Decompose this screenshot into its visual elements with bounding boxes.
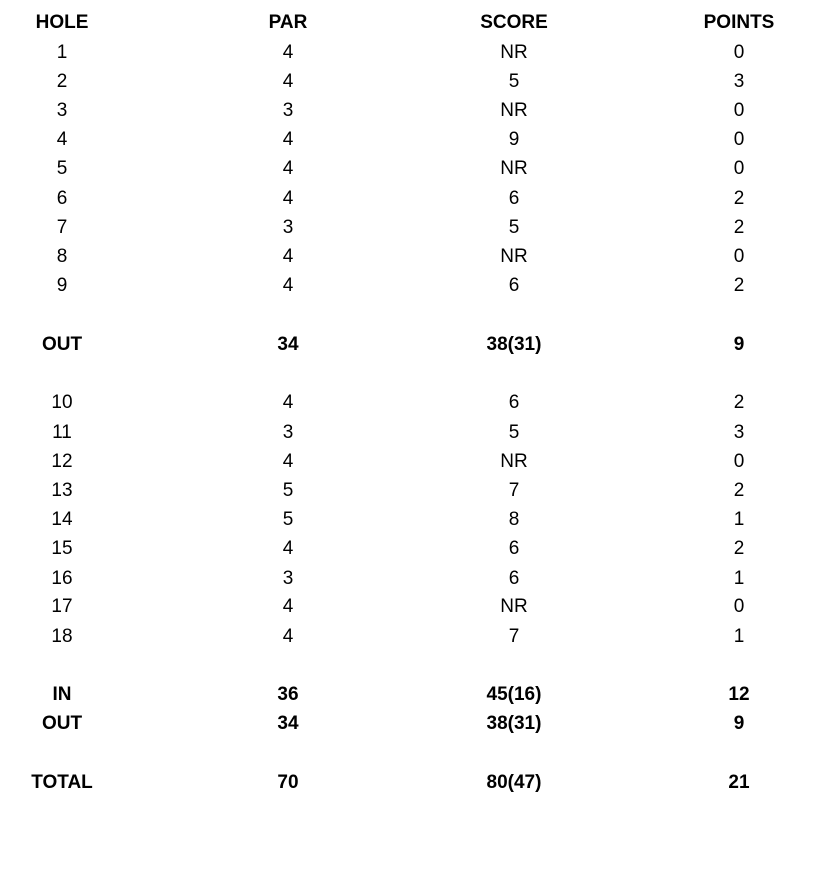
table-row: [0, 213, 816, 242]
hole-number: 2: [56, 71, 68, 92]
hole-number: 13: [51, 480, 73, 501]
score-value: 6: [508, 392, 520, 413]
points-value: 21: [728, 772, 750, 793]
par-value: 4: [282, 596, 294, 617]
score-value: 5: [508, 71, 520, 92]
points-value: 0: [733, 451, 745, 472]
par-value: 3: [282, 568, 294, 589]
in-total-row: [0, 680, 816, 709]
total-label: TOTAL: [31, 772, 93, 793]
points-value: 1: [733, 568, 745, 589]
par-value: 3: [282, 422, 294, 443]
table-row: [0, 505, 816, 534]
par-value: 70: [277, 772, 299, 793]
score-value: 38(31): [486, 334, 542, 355]
hole-number: 14: [51, 509, 73, 530]
score-value: 8: [508, 509, 520, 530]
subtotal-label: IN: [52, 684, 72, 705]
score-value: 6: [508, 188, 520, 209]
hole-number: 15: [51, 538, 73, 559]
points-value: 1: [733, 509, 745, 530]
score-value: 7: [508, 626, 520, 647]
table-row: [0, 476, 816, 505]
table-row: [0, 447, 816, 476]
hole-number: 17: [51, 596, 73, 617]
hole-number: 16: [51, 568, 73, 589]
header-par: PAR: [268, 12, 308, 33]
score-value: NR: [500, 596, 528, 617]
table-row: [0, 418, 816, 447]
score-value: 7: [508, 480, 520, 501]
par-value: 34: [277, 713, 299, 734]
score-value: 6: [508, 538, 520, 559]
table-row: [0, 564, 816, 593]
table-row: [0, 388, 816, 417]
table-row: [0, 242, 816, 271]
table-row: [0, 534, 816, 563]
out-total-repeat-row: [0, 709, 816, 738]
subtotal-label: OUT: [41, 334, 83, 355]
score-value: NR: [500, 451, 528, 472]
points-value: 3: [733, 422, 745, 443]
hole-number: 3: [56, 100, 68, 121]
grand-total-row: [0, 768, 816, 797]
points-value: 2: [733, 392, 745, 413]
table-row: [0, 96, 816, 125]
table-row: [0, 271, 816, 300]
hole-number: 18: [51, 626, 73, 647]
points-value: 12: [728, 684, 750, 705]
score-value: NR: [500, 158, 528, 179]
points-value: 0: [733, 100, 745, 121]
out-total-row: [0, 330, 816, 359]
points-value: 1: [733, 626, 745, 647]
hole-number: 1: [56, 42, 68, 63]
points-value: 0: [733, 246, 745, 267]
hole-number: 7: [56, 217, 68, 238]
par-value: 4: [282, 275, 294, 296]
points-value: 2: [733, 275, 745, 296]
header-points: POINTS: [703, 12, 775, 33]
par-value: 4: [282, 246, 294, 267]
subtotal-label: OUT: [41, 713, 83, 734]
points-value: 0: [733, 596, 745, 617]
points-value: 0: [733, 158, 745, 179]
hole-number: 10: [51, 392, 73, 413]
score-value: 5: [508, 422, 520, 443]
points-value: 3: [733, 71, 745, 92]
points-value: 0: [733, 129, 745, 150]
hole-number: 12: [51, 451, 73, 472]
par-value: 4: [282, 188, 294, 209]
par-value: 4: [282, 129, 294, 150]
hole-number: 9: [56, 275, 68, 296]
par-value: 3: [282, 100, 294, 121]
score-value: 6: [508, 568, 520, 589]
header-row: [0, 8, 816, 37]
points-value: 2: [733, 480, 745, 501]
hole-number: 4: [56, 129, 68, 150]
score-value: NR: [500, 100, 528, 121]
points-value: 9: [733, 334, 745, 355]
header-score: SCORE: [480, 12, 548, 33]
par-value: 4: [282, 71, 294, 92]
score-value: 45(16): [486, 684, 542, 705]
table-row: [0, 154, 816, 183]
table-row: [0, 622, 816, 651]
points-value: 2: [733, 217, 745, 238]
points-value: 2: [733, 538, 745, 559]
par-value: 5: [282, 480, 294, 501]
par-value: 4: [282, 626, 294, 647]
score-value: 5: [508, 217, 520, 238]
score-value: 9: [508, 129, 520, 150]
score-value: NR: [500, 42, 528, 63]
par-value: 4: [282, 451, 294, 472]
hole-number: 11: [52, 422, 72, 443]
score-value: NR: [500, 246, 528, 267]
points-value: 0: [733, 42, 745, 63]
par-value: 4: [282, 392, 294, 413]
par-value: 5: [282, 509, 294, 530]
par-value: 4: [282, 538, 294, 559]
hole-number: 8: [56, 246, 68, 267]
table-row: [0, 38, 816, 67]
hole-number: 6: [56, 188, 68, 209]
par-value: 4: [282, 158, 294, 179]
par-value: 34: [277, 334, 299, 355]
score-value: 38(31): [486, 713, 542, 734]
table-row: [0, 67, 816, 96]
table-row: [0, 184, 816, 213]
hole-number: 5: [56, 158, 68, 179]
par-value: 4: [282, 42, 294, 63]
par-value: 36: [277, 684, 299, 705]
points-value: 2: [733, 188, 745, 209]
table-row: [0, 592, 816, 621]
header-hole: HOLE: [35, 12, 89, 33]
score-value: 6: [508, 275, 520, 296]
score-value: 80(47): [486, 772, 542, 793]
points-value: 9: [733, 713, 745, 734]
par-value: 3: [282, 217, 294, 238]
table-row: [0, 125, 816, 154]
